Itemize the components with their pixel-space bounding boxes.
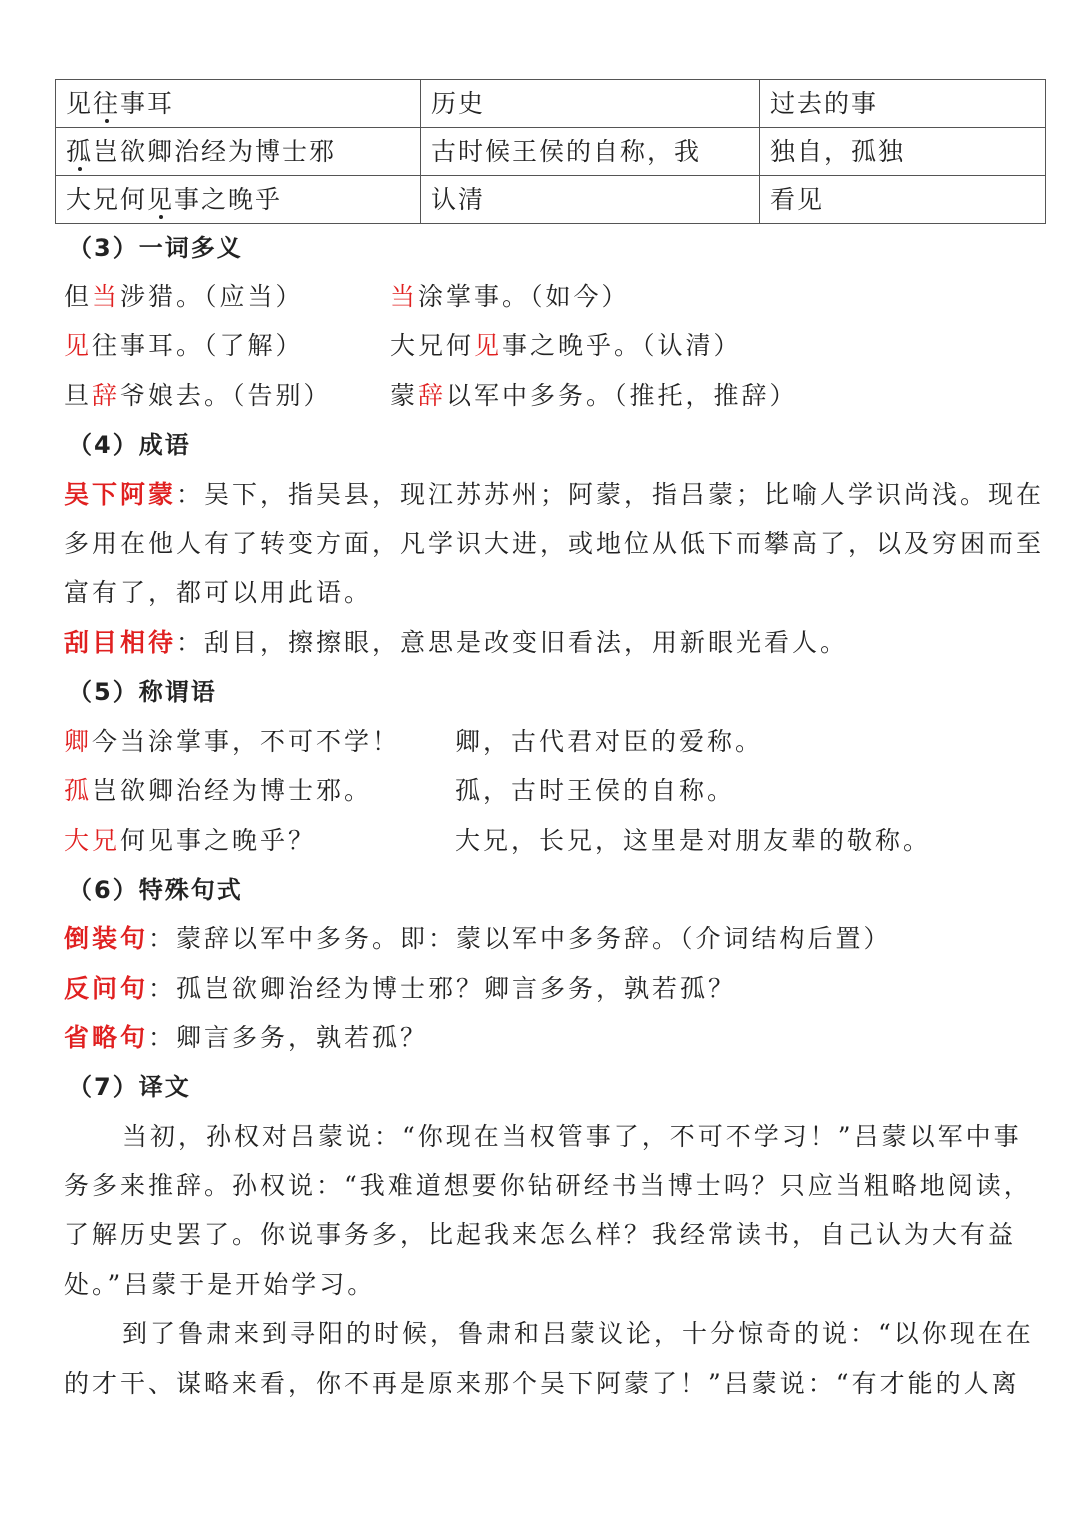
table-cell: 孤岂欲卿治经为博士邪 [56,128,421,176]
table-row [56,128,1046,176]
address-example: 大兄何见事之晚乎？ [64,826,317,855]
polysemy-example: 大兄何见事之晚乎。（认清） [390,331,742,360]
translation-line: 处。”吕蒙于是开始学习。 [64,1270,376,1299]
sentence-pattern: 反问句：孤岂欲卿治经为博士邪？卿言多务，孰若孤？ [64,974,737,1003]
table-cell: 大兄何见事之晚乎 [56,176,421,224]
idiom-entry-cont: 富有了，都可以用此语。 [64,578,373,607]
polysemy-example: 见往事耳。（了解） [64,331,304,360]
polysemy-example: 当涂掌事。（如今） [390,282,630,311]
section-heading: （3）一词多义 [68,234,243,262]
address-note: 孤，古时王侯的自称。 [455,776,736,805]
address-note: 卿，古代君对臣的爱称。 [455,727,764,756]
table-cell: 古时候王侯的自称，我 [421,128,760,176]
section-heading: （5）称谓语 [68,678,217,706]
polysemy-example: 旦辞爷娘去。（告别） [64,381,332,410]
emphasis-dot-char: 孤 [66,137,94,166]
idiom-entry: 吴下阿蒙：吴下，指吴县，现江苏苏州；阿蒙，指吕蒙；比喻人学识尚浅。现在 [64,480,1045,509]
table-cell: 过去的事 [760,80,1046,128]
table-row [56,80,1046,128]
idiom-entry: 刮目相待：刮目，擦擦眼，意思是改变旧看法，用新眼光看人。 [64,628,849,657]
emphasis-dot-char: 见 [147,185,175,214]
polysemy-example: 蒙辞以军中多务。（推托，推辞） [390,381,798,410]
section-heading: （4）成语 [68,431,191,459]
table-cell: 认清 [421,176,760,224]
translation-line: 的才干、谋略来看，你不再是原来那个吴下阿蒙了！”吕蒙说：“有才能的人离 [64,1369,1020,1398]
section-heading: （6）特殊句式 [68,876,243,904]
table-cell: 独自，孤独 [760,128,1046,176]
translation-line: 了解历史罢了。你说事务多，比起我来怎么样？我经常读书，自己认为大有益 [64,1220,1017,1249]
vocab-table [55,79,1046,224]
emphasis-dot-char: 往 [93,89,121,118]
translation-line: 到了鲁肃来到寻阳的时候，鲁肃和吕蒙议论，十分惊奇的说：“以你现在在 [122,1319,1034,1348]
address-example: 卿今当涂掌事，不可不学！ [64,727,401,756]
idiom-entry-cont: 多用在他人有了转变方面，凡学识大进，或地位从低下而攀高了，以及穷困而至 [64,529,1045,558]
sentence-pattern: 省略句：卿言多务，孰若孤？ [64,1023,429,1052]
table-cell: 历史 [421,80,760,128]
table-cell: 见往事耳 [56,80,421,128]
polysemy-example: 但当涉猎。（应当） [64,282,304,311]
sentence-pattern: 倒装句：蒙辞以军中多务。即：蒙以军中多务辞。（介词结构后置） [64,924,892,953]
address-example: 孤岂欲卿治经为博士邪。 [64,776,373,805]
address-note: 大兄，长兄，这里是对朋友辈的敬称。 [455,826,932,855]
translation-line: 务多来推辞。孙权说：“我难道想要你钻研经书当博士吗？只应当粗略地阅读， [64,1171,1032,1200]
table-row [56,176,1046,224]
translation-line: 当初，孙权对吕蒙说：“你现在当权管事了，不可不学习！”吕蒙以军中事 [122,1122,1022,1151]
section-heading: （7）译文 [68,1073,191,1101]
table-cell: 看见 [760,176,1046,224]
